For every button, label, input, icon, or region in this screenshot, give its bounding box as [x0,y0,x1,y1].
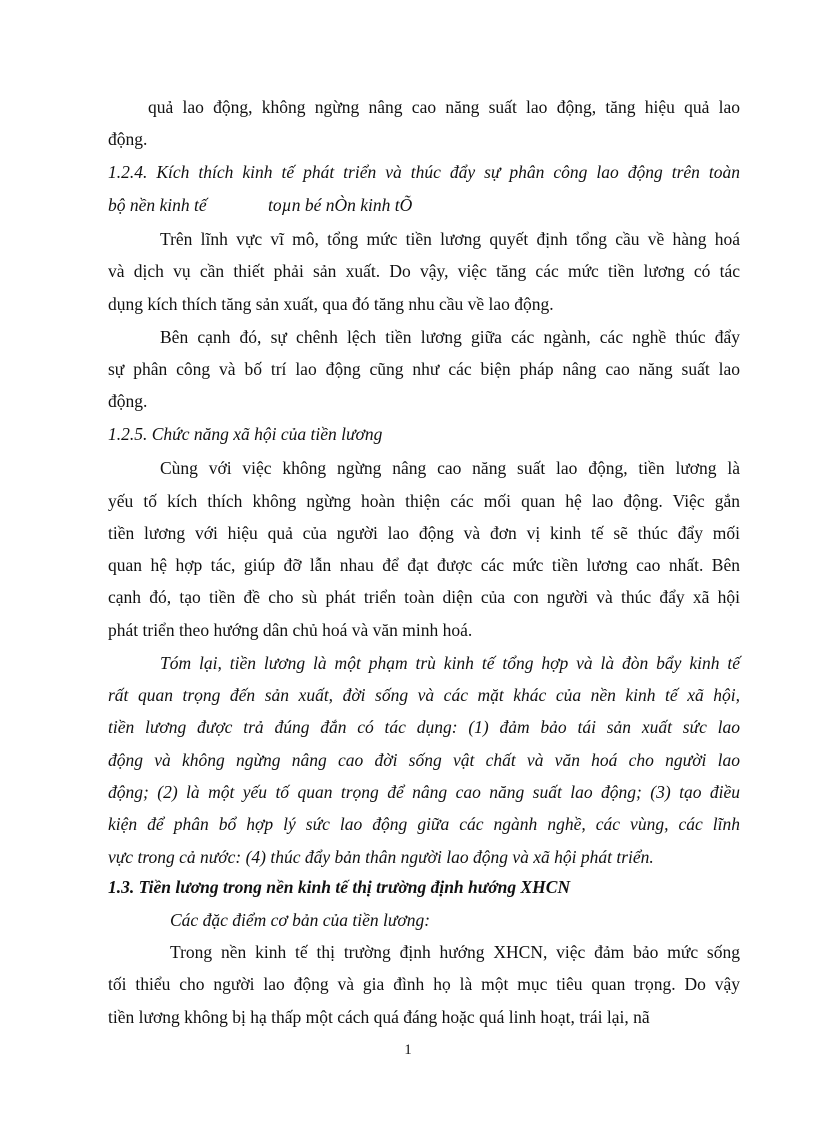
text-line: quả lao động, không ngừng nâng cao năng suất lao động, tăng hiệu quả lao [148,97,740,117]
summary-line: Tóm lại, tiền lương là một phạm trù kinh tế tổng hợp và là đòn bẩy kinh tế [160,653,740,673]
subheading: Các đặc điểm cơ bản của tiền lương: [170,910,431,930]
summary-line: động và không ngừng nâng cao đời sống vật chất và văn hoá cho người lao [108,750,740,770]
text-line: phát triển theo hướng dân chủ hoá và văn minh hoá. [108,620,473,640]
text-line: sự phân công và bố trí lao động cũng như các biện pháp nâng cao năng suất lao [108,359,740,379]
text-line: quan hệ hợp tác, giúp đỡ lẫn nhau để đạt được các mức tiền lương cao nhất. Bên [108,555,740,575]
text-line: cạnh đó, tạo tiền đề cho sù phát triển toàn diện của con người và thúc đẩy xã hội [108,587,740,607]
section-heading: bộ nền kinh tế [108,195,207,215]
text-line: tiền lương với hiệu quả của người lao động và đơn vị kinh tế sẽ thúc đẩy mối [108,523,740,543]
text-line: tối thiểu cho người lao động và gia đình họ là một mục tiêu quan trọng. Do vậy [108,974,740,994]
text-line: Trong nền kinh tế thị trường định hướng XHCN, việc đảm bảo mức sống [170,942,740,962]
text-line: Trên lĩnh vực vĩ mô, tổng mức tiền lương quyết định tổng cầu về hàng hoá [160,229,740,249]
text-line: động. [108,391,148,411]
section-heading: 1.2.5. Chức năng xã hội của tiền lương [108,424,383,444]
summary-line: động; (2) là một yếu tố quan trọng để nâng cao năng suất lao động; (3) tạo điều [108,782,740,802]
text-line: Bên cạnh đó, sự chênh lệch tiền lương giữa các ngành, các nghề thúc đẩy [160,327,740,347]
text-line: và dịch vụ cần thiết phải sản xuất. Do vậy, việc tăng các mức tiền lương có tác [108,261,740,281]
text-line: yếu tố kích thích không ngừng hoàn thiện các mối quan hệ lao động. Việc gắn [108,491,740,511]
page-number: 1 [404,1042,412,1058]
summary-line: kiện để phân bổ hợp lý sức lao động giữa các ngành nghề, các vùng, các lĩnh [108,814,740,834]
text-line: tiền lương không bị hạ thấp một cách quá đáng hoặc quá linh hoạt, trái lại, nã [108,1007,650,1027]
section-heading: 1.3. Tiền lương trong nền kinh tế thị trường định hướng XHCN [108,877,571,897]
text-line: Cùng với việc không ngừng nâng cao năng suất lao động, tiền lương là [160,458,740,478]
text-line: dụng kích thích tăng sản xuất, qua đó tăng nhu cầu về lao động. [108,294,554,314]
text-line: động. [108,129,148,149]
garbled-text: toµn bé nÒn kinh tÕ [268,195,413,215]
summary-line: rất quan trọng đến sản xuất, đời sống và các mặt khác của nền kinh tế xã hội, [108,685,740,705]
summary-line: tiền lương được trả đúng đắn có tác dụng: (1) đảm bảo tái sản xuất sức lao [108,717,740,737]
section-heading: 1.2.4. Kích thích kinh tế phát triển và thúc đẩy sự phân công lao động trên toàn [108,162,740,182]
summary-line: vực trong cả nước: (4) thúc đẩy bản thân người lao động và xã hội phát triển. [108,847,654,867]
